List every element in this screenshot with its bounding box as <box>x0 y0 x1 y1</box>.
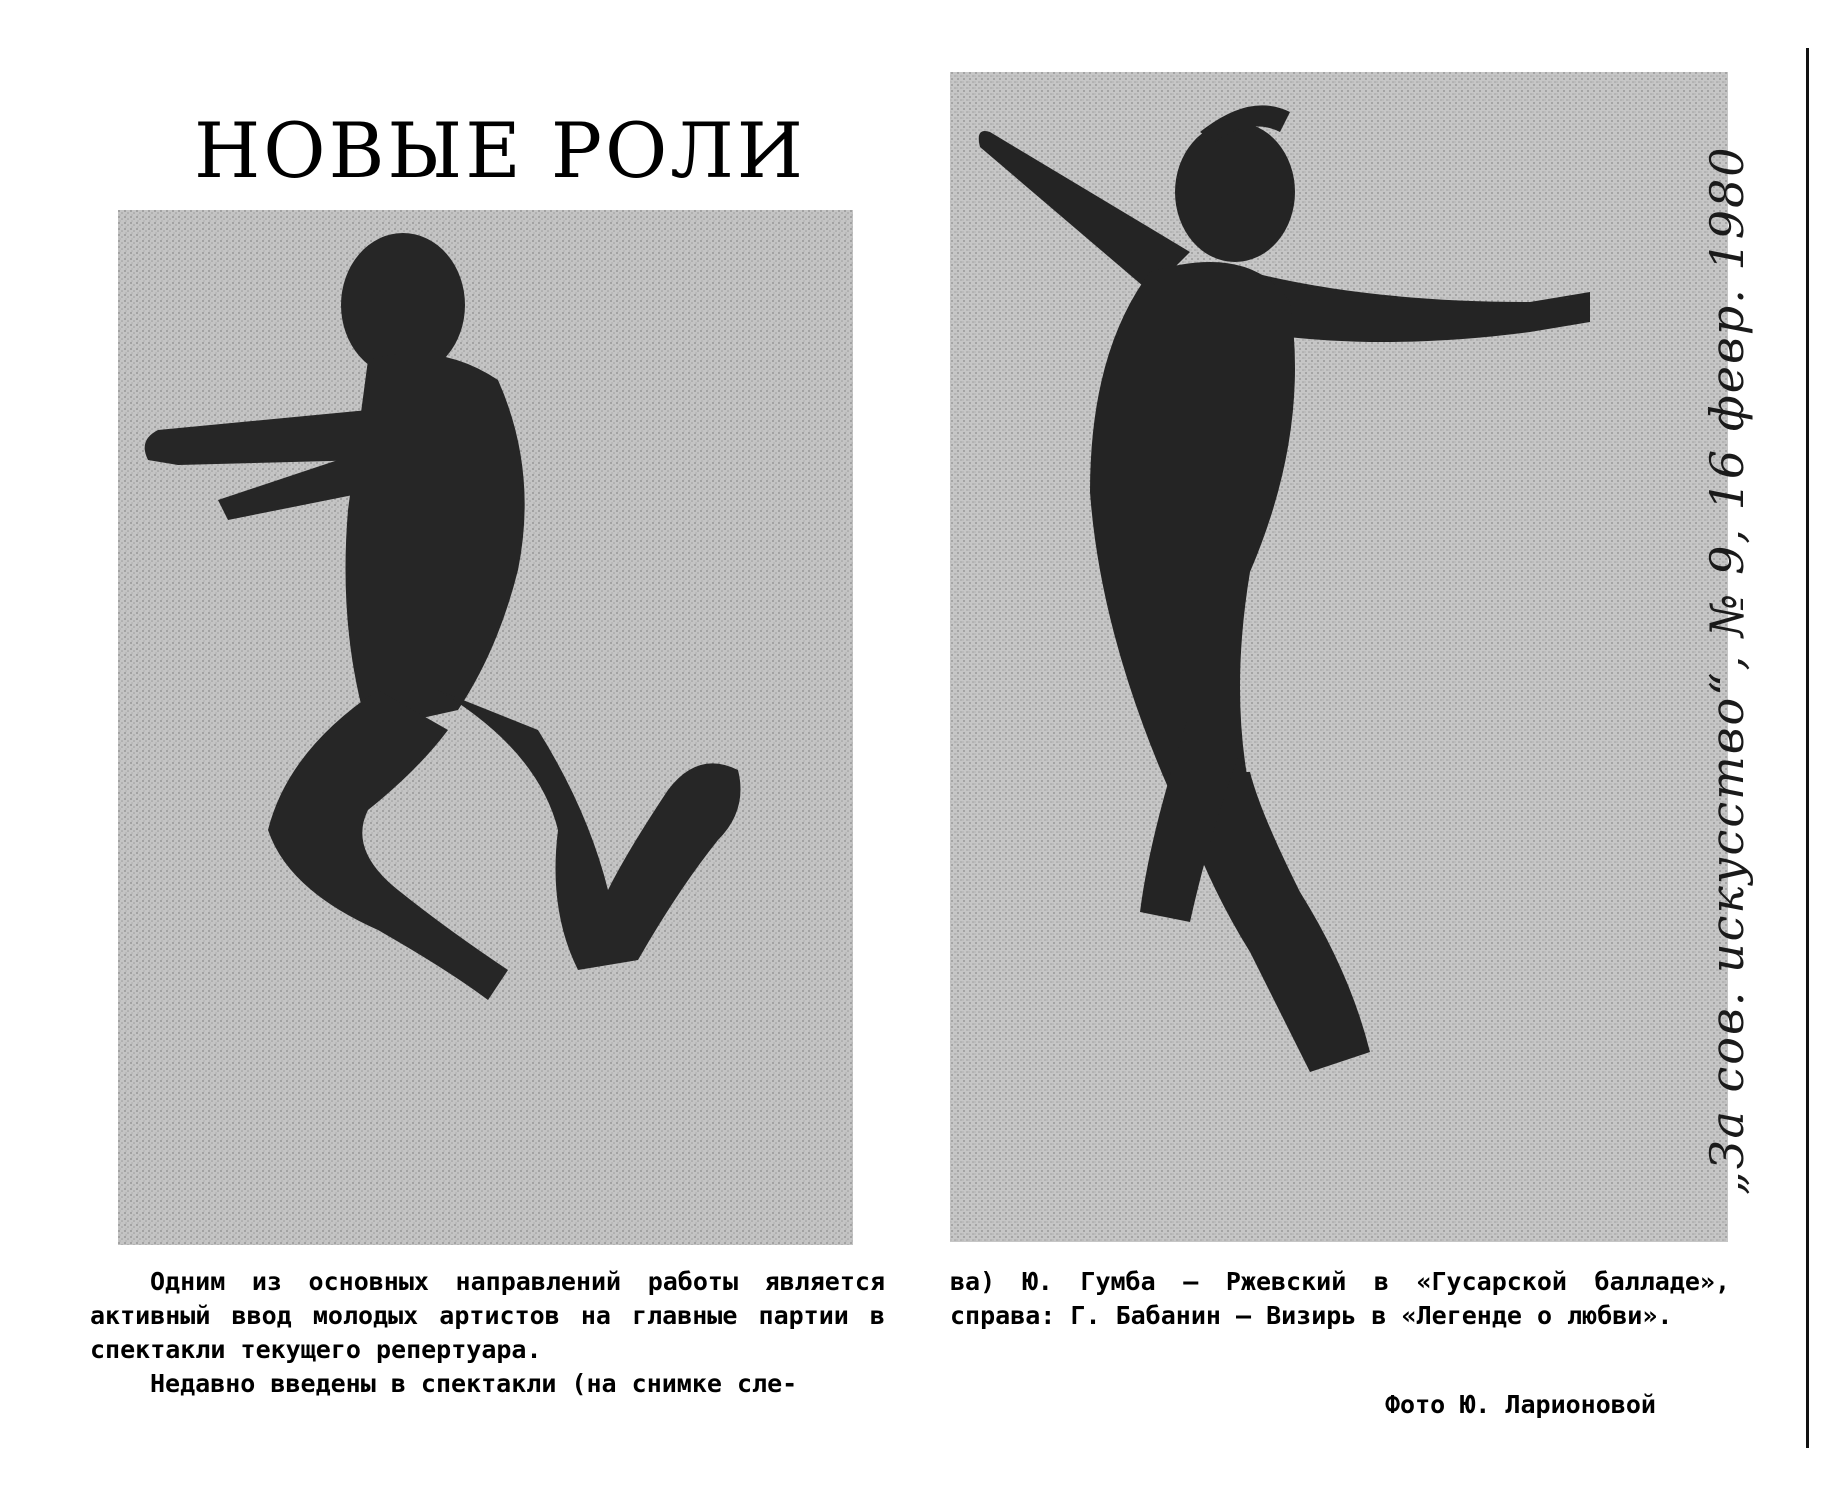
handwritten-source-note: „За сов. искусство“, № 9, 16 февр. 1980 <box>1700 145 1754 1195</box>
headline: НОВЫЕ РОЛИ <box>194 106 806 195</box>
photo-right-dancer <box>950 72 1728 1242</box>
margin-rule <box>1806 48 1809 1448</box>
dancer-right-silhouette <box>950 72 1728 1242</box>
caption-left-paragraph: Одним из основных направлений работы является активный ввод молодых артистов на главные партии в спектакли текущего репертуара. <box>90 1267 885 1364</box>
dancer-left-silhouette <box>118 210 853 1245</box>
photo-credit: Фото Ю. Ларионовой <box>1385 1390 1656 1419</box>
caption-left-paragraph-2: Недавно введены в спектакли (на снимке сле- <box>150 1369 798 1398</box>
caption-right <box>950 1265 1730 1333</box>
photo-left-dancer <box>118 210 853 1245</box>
caption-right-paragraph: ва) Ю. Гумба — Ржевский в «Гусарской балладе», справа: Г. Бабанин — Визирь в «Легенде о любви». <box>950 1267 1730 1330</box>
caption-left <box>90 1265 885 1401</box>
